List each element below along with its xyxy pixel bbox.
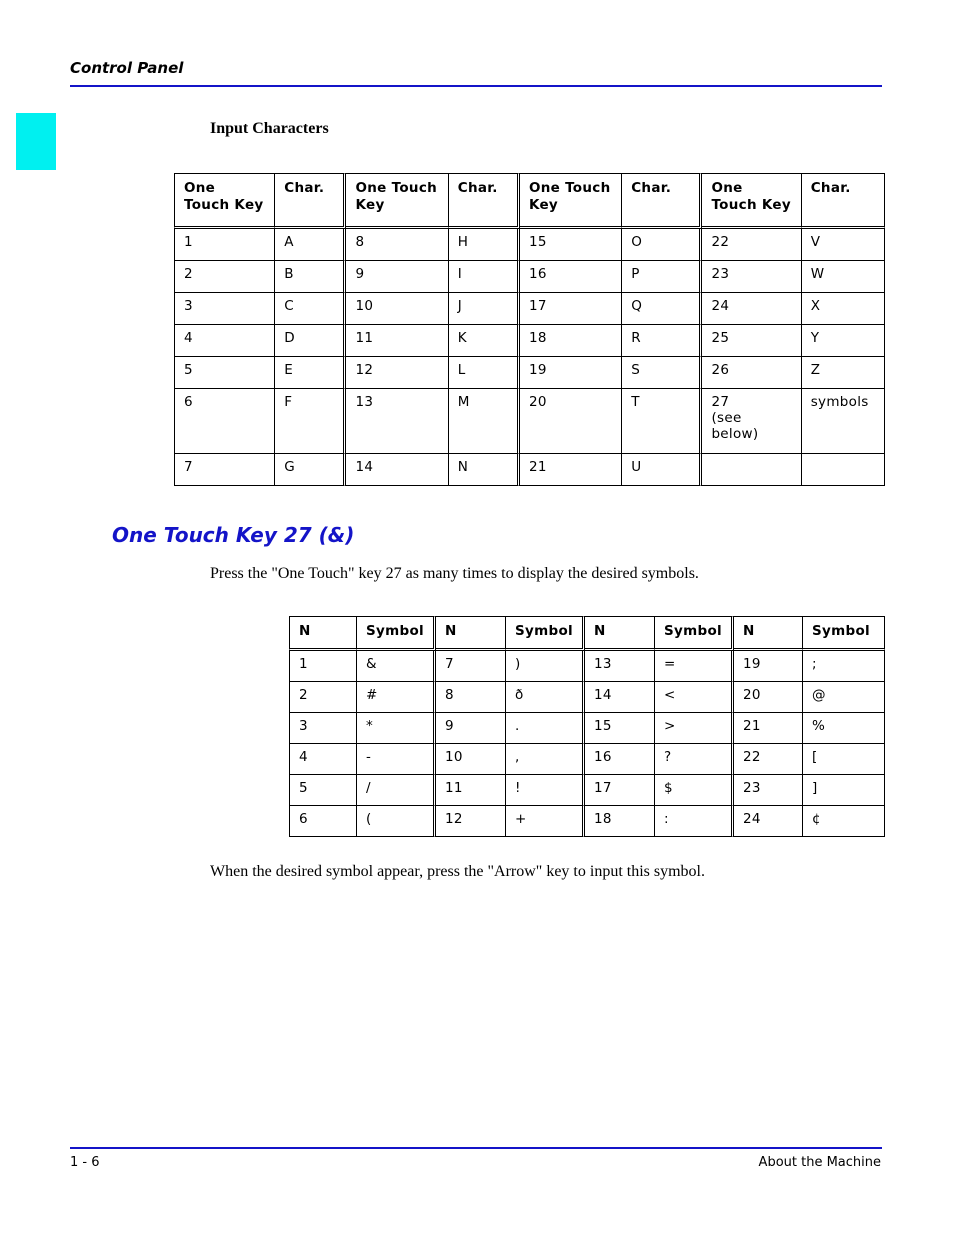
table-cell: 5 [289,775,357,806]
table-cell: 1 [174,229,275,261]
table-cell: ? [655,744,734,775]
table-row [289,806,885,837]
footer-section-name: About the Machine [758,1155,881,1170]
table-cell: ð [506,682,585,713]
table-cell: 9 [436,713,506,744]
table-cell: / [357,775,436,806]
table-row [174,293,885,325]
table-cell: ; [803,651,885,682]
column-header: N [436,616,506,651]
table-cell: = [655,651,734,682]
table-cell: 18 [520,325,622,357]
table-cell: , [506,744,585,775]
table-cell: L [449,357,520,389]
table-cell: 3 [174,293,275,325]
table-cell: 16 [585,744,655,775]
table-cell: 12 [346,357,448,389]
table-cell: 21 [520,454,622,486]
table-cell: 13 [585,651,655,682]
column-header: Char. [275,173,346,229]
table-cell: & [357,651,436,682]
table-row [174,357,885,389]
column-header: Symbol [506,616,585,651]
table-cell: O [622,229,702,261]
table-cell: 24 [702,293,801,325]
table-cell: < [655,682,734,713]
table-cell: J [449,293,520,325]
table-header-row [289,616,885,651]
table-cell: 2 [289,682,357,713]
table-cell: F [275,389,346,454]
column-header: N [289,616,357,651]
table-cell: 10 [436,744,506,775]
table-cell [702,454,801,486]
table-cell: @ [803,682,885,713]
table-row [174,261,885,293]
column-header: One Touch Key [346,173,448,229]
table-cell: X [802,293,885,325]
table-cell: 8 [346,229,448,261]
table-cell: 5 [174,357,275,389]
table-cell: 12 [436,806,506,837]
table-cell: M [449,389,520,454]
table-cell: 9 [346,261,448,293]
column-header: Symbol [357,616,436,651]
symbols-intro-text: Press the "One Touch" key 27 as many times to display the desired symbols. [210,565,699,582]
table-cell: U [622,454,702,486]
table-cell: K [449,325,520,357]
table-cell: 6 [174,389,275,454]
table-cell: 7 [436,651,506,682]
table-cell: 17 [585,775,655,806]
symbols-heading: One Touch Key 27 (&) [112,523,355,547]
table-cell: ) [506,651,585,682]
table-cell: [ [803,744,885,775]
table-cell: R [622,325,702,357]
table-cell: 22 [734,744,803,775]
section-title: Input Characters [210,120,329,137]
table-cell: C [275,293,346,325]
column-header: Char. [622,173,702,229]
table-cell: 19 [734,651,803,682]
table-cell: 13 [346,389,448,454]
table-cell: 18 [585,806,655,837]
page-header-title: Control Panel [70,59,184,77]
table-cell: 14 [585,682,655,713]
table-cell: > [655,713,734,744]
table-cell: H [449,229,520,261]
table-row [174,389,885,454]
table-cell: 15 [520,229,622,261]
column-header: One Touch Key [702,173,801,229]
table-row [174,454,885,486]
table-cell: Y [802,325,885,357]
table-cell: 20 [520,389,622,454]
table-row [289,682,885,713]
table-cell: 4 [174,325,275,357]
table-cell: ! [506,775,585,806]
column-header: Char. [802,173,885,229]
table-cell: # [357,682,436,713]
table-cell: G [275,454,346,486]
table-cell: ( [357,806,436,837]
closing-instruction-text: When the desired symbol appear, press the "Arrow" key to input this symbol. [210,863,705,880]
table-cell: E [275,357,346,389]
table-row [174,325,885,357]
table-cell: ¢ [803,806,885,837]
table-cell: V [802,229,885,261]
table-cell: 22 [702,229,801,261]
table-cell: 25 [702,325,801,357]
table-cell: 16 [520,261,622,293]
input-characters-table [174,173,885,486]
header-rule [70,85,882,87]
table-cell: 21 [734,713,803,744]
table-cell: S [622,357,702,389]
table-cell: 23 [702,261,801,293]
table-cell: 24 [734,806,803,837]
table-cell: P [622,261,702,293]
table-cell: symbols [802,389,885,454]
table-cell: 1 [289,651,357,682]
table-cell: % [803,713,885,744]
table-cell: - [357,744,436,775]
table-cell: 14 [346,454,448,486]
table-row [289,775,885,806]
table-cell: 4 [289,744,357,775]
table-cell: : [655,806,734,837]
table-cell: I [449,261,520,293]
column-header: N [734,616,803,651]
table-cell: B [275,261,346,293]
symbols-table [289,616,885,837]
table-cell: 7 [174,454,275,486]
table-cell: N [449,454,520,486]
table-cell: 27 (see below) [702,389,801,454]
table-cell: * [357,713,436,744]
table-cell: 6 [289,806,357,837]
table-row [289,744,885,775]
table-cell: 15 [585,713,655,744]
table-cell: A [275,229,346,261]
table-cell: 20 [734,682,803,713]
column-header: Symbol [655,616,734,651]
table-cell: + [506,806,585,837]
table-cell: ] [803,775,885,806]
table-cell: Z [802,357,885,389]
table-cell: 3 [289,713,357,744]
table-cell: D [275,325,346,357]
table-cell: T [622,389,702,454]
column-header: One Touch Key [520,173,622,229]
table-cell: 19 [520,357,622,389]
table-cell: 10 [346,293,448,325]
table-cell: 11 [346,325,448,357]
table-cell: 17 [520,293,622,325]
table-cell: 2 [174,261,275,293]
table-header-row [174,173,885,229]
table-row [289,651,885,682]
table-cell: . [506,713,585,744]
table-cell: 8 [436,682,506,713]
table-cell: 11 [436,775,506,806]
table-row [174,229,885,261]
table-cell: Q [622,293,702,325]
table-cell [802,454,885,486]
column-header: One Touch Key [174,173,275,229]
column-header: N [585,616,655,651]
column-header: Symbol [803,616,885,651]
table-cell: $ [655,775,734,806]
chapter-tab-marker [16,113,56,170]
table-cell: 26 [702,357,801,389]
table-cell: 23 [734,775,803,806]
footer-rule [70,1147,882,1149]
column-header: Char. [449,173,520,229]
table-row [289,713,885,744]
page-number: 1 - 6 [70,1155,100,1170]
table-cell: W [802,261,885,293]
